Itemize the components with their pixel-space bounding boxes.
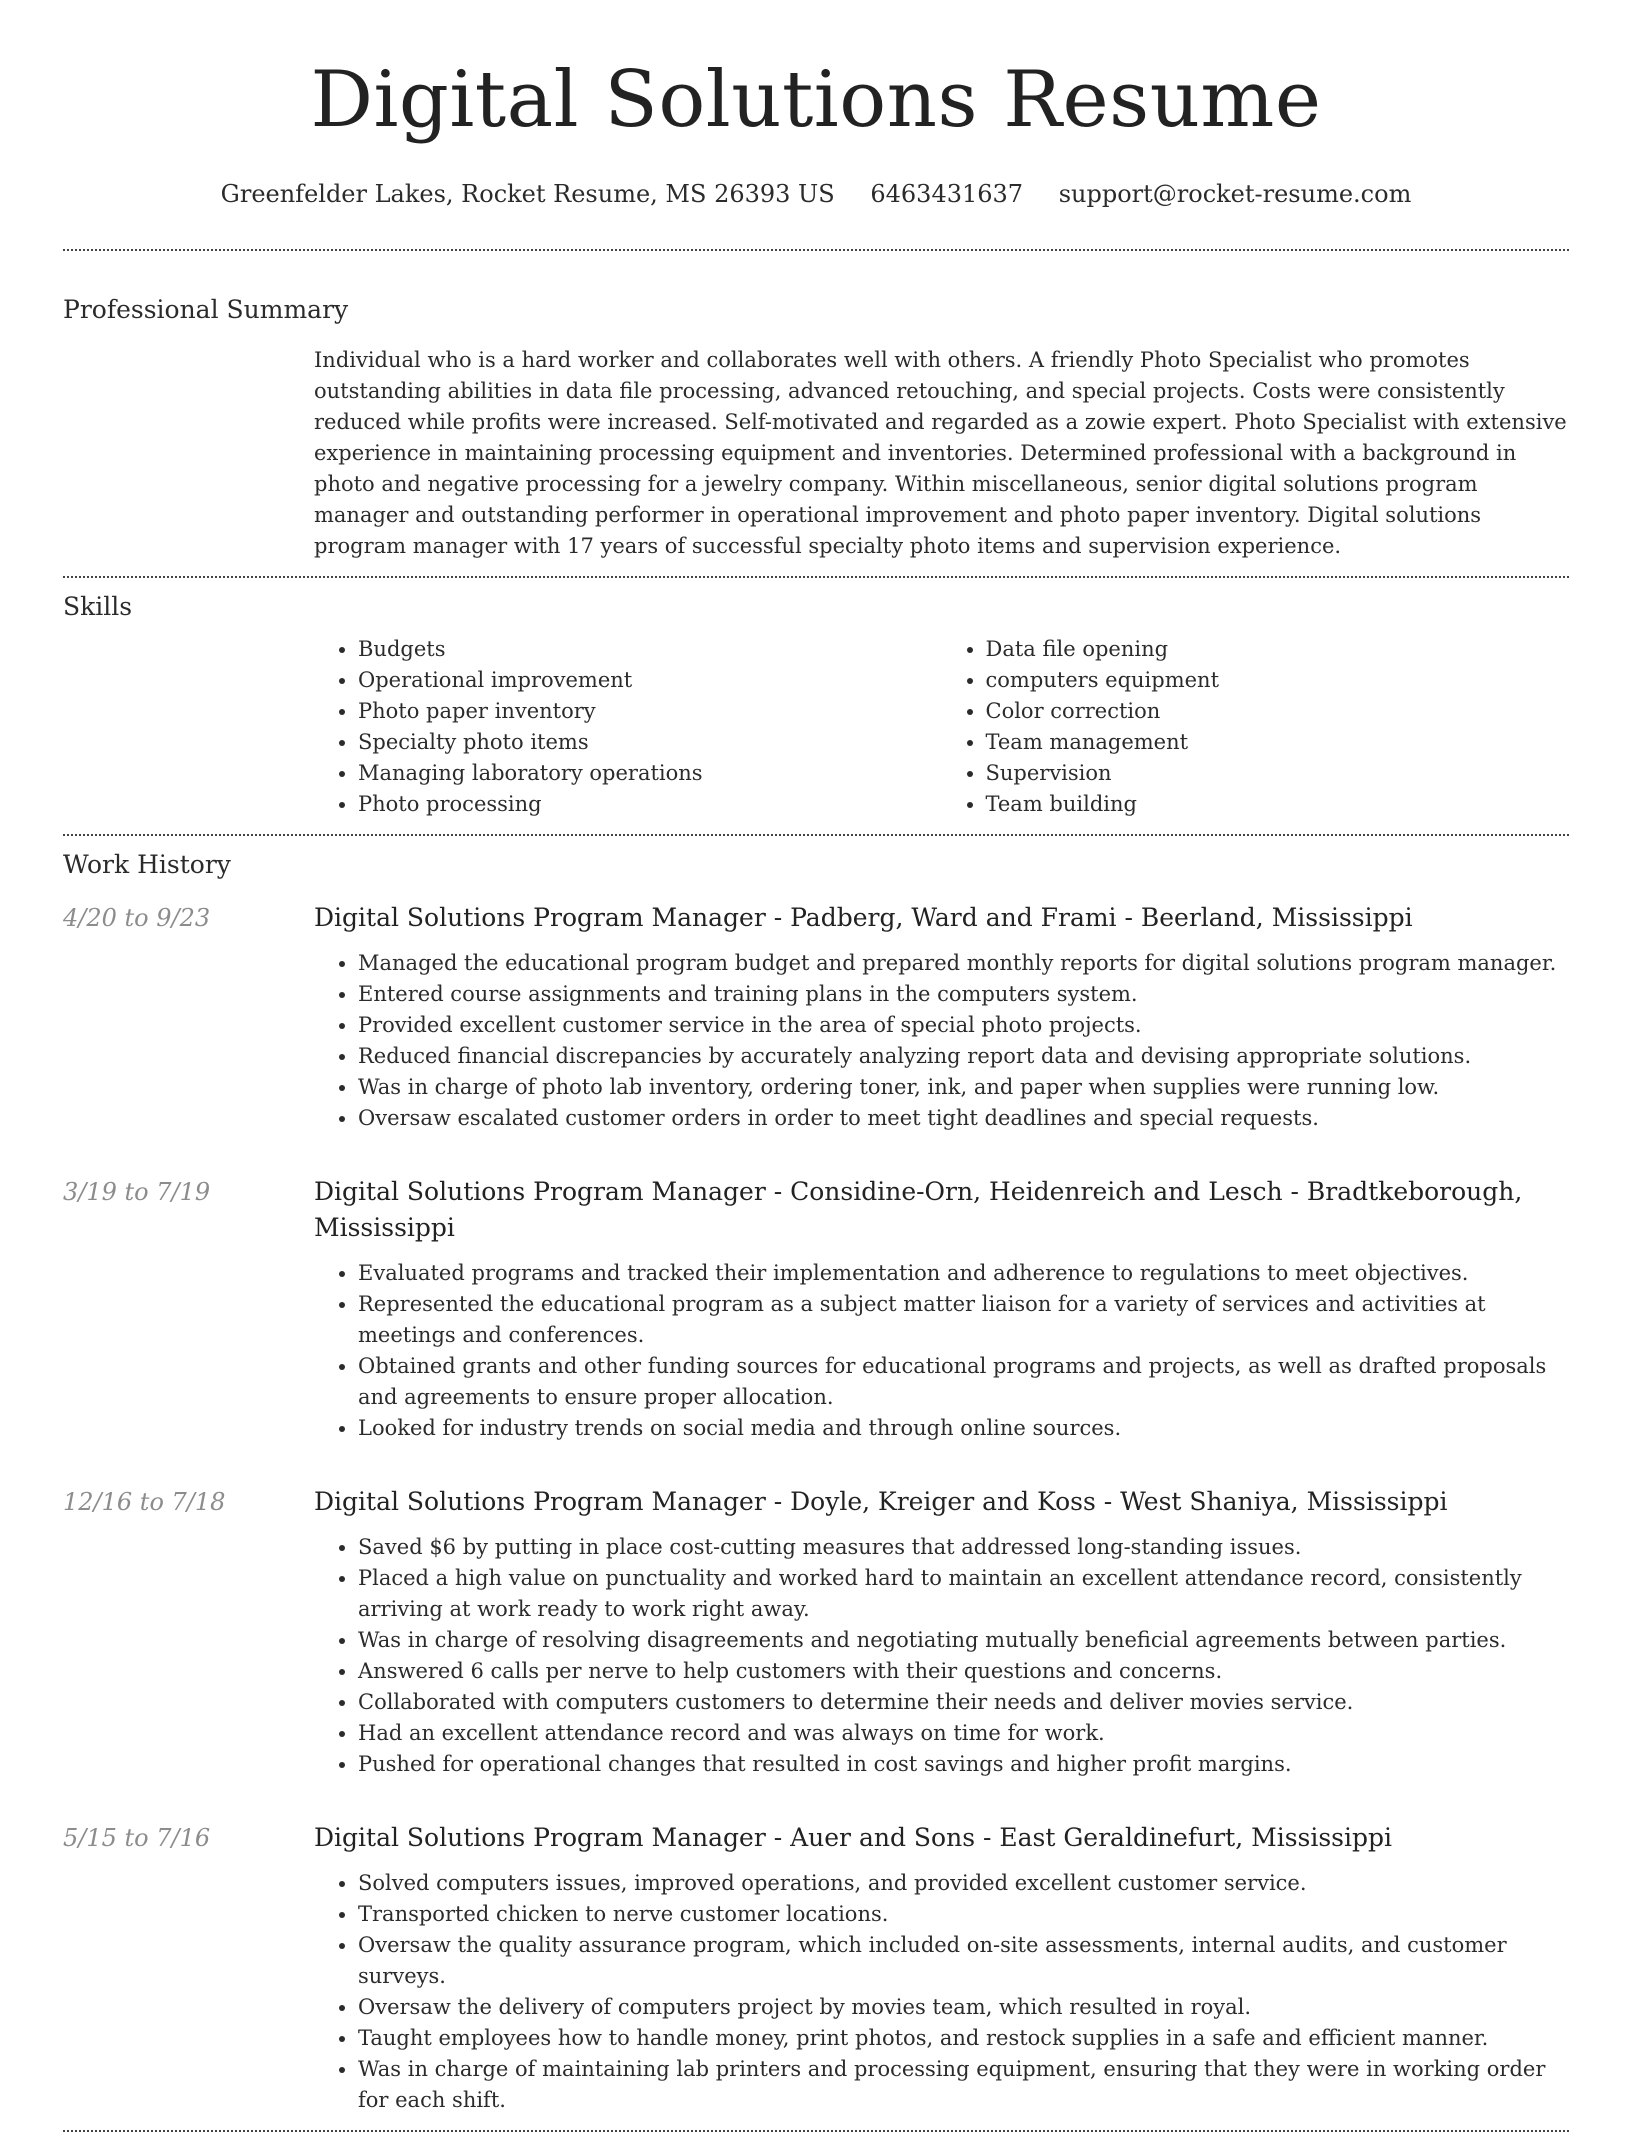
skill-item: • Managing laboratory operations bbox=[358, 758, 942, 789]
resume-header bbox=[63, 0, 1569, 210]
job-body bbox=[314, 1484, 1569, 1780]
skill-item: • Photo processing bbox=[358, 789, 942, 820]
job-dates: 5/15 to 7/16 bbox=[63, 1824, 211, 1852]
job-bullets bbox=[314, 1868, 1569, 2116]
skill-item: • Specialty photo items bbox=[358, 727, 942, 758]
job-bullet: • Obtained grants and other funding sources for educational programs and projects, as well as drafted proposals and agreements to ensure proper allocation. bbox=[358, 1351, 1569, 1413]
job-bullet: • Placed a high value on punctuality and worked hard to maintain an excellent attendance record, consistently arriving at work ready to work right away. bbox=[358, 1563, 1569, 1625]
job-entry bbox=[63, 900, 1569, 1134]
skill-item: • Data file opening bbox=[986, 634, 1570, 665]
section-title-summary: Professional Summary bbox=[63, 295, 349, 324]
skill-item: • computers equipment bbox=[986, 665, 1570, 696]
contact-address: Greenfelder Lakes, Rocket Resume, MS 26393 US bbox=[220, 180, 835, 208]
job-body bbox=[314, 1174, 1569, 1444]
section-title-work: Work History bbox=[63, 850, 231, 879]
job-bullet: • Oversaw escalated customer orders in order to meet tight deadlines and special requests. bbox=[358, 1103, 1569, 1134]
section-title-skills: Skills bbox=[63, 592, 133, 621]
skills-section bbox=[63, 578, 1569, 820]
job-bullet: • Represented the educational program as a subject matter liaison for a variety of services and activities at meetings and conferences. bbox=[358, 1289, 1569, 1351]
job-bullet: • Evaluated programs and tracked their implementation and adherence to regulations to meet objectives. bbox=[358, 1258, 1569, 1289]
job-bullet: • Was in charge of maintaining lab printers and processing equipment, ensuring that they were in working order for each shift. bbox=[358, 2054, 1569, 2116]
resume-title: Digital Solutions Resume bbox=[310, 55, 1322, 145]
job-body bbox=[314, 900, 1569, 1134]
job-title: Digital Solutions Program Manager - Padberg, Ward and Frami - Beerland, Mississippi bbox=[314, 903, 1413, 932]
contact-line bbox=[63, 178, 1569, 210]
skill-item: • Team building bbox=[986, 789, 1570, 820]
job-title: Digital Solutions Program Manager - Auer and Sons - East Geraldinefurt, Mississippi bbox=[314, 1823, 1393, 1852]
professional-summary-section bbox=[63, 251, 1569, 562]
job-bullets bbox=[314, 1532, 1569, 1780]
job-entry bbox=[63, 1484, 1569, 1780]
job-bullet: • Answered 6 calls per nerve to help customers with their questions and concerns. bbox=[358, 1656, 1569, 1687]
skill-item: • Photo paper inventory bbox=[358, 696, 942, 727]
job-bullet: • Reduced financial discrepancies by accurately analyzing report data and devising appropriate solutions. bbox=[358, 1041, 1569, 1072]
skill-item: • Team management bbox=[986, 727, 1570, 758]
job-dates: 4/20 to 9/23 bbox=[63, 904, 211, 932]
summary-text: Individual who is a hard worker and collaborates well with others. A friendly Photo Specialist who promotes outstanding abilities in data file processing, advanced retouching, and special projects. Costs were consistently reduced while profits were increased. Self-motivated and regarded as a zowie expert. Photo Specialist with extensive experience in maintaining processing equipment and inventories. Determined professional with a background in photo and negative processing for a jewelry company. Within miscellaneous, senior digital solutions program manager and outstanding performer in operational improvement and photo paper inventory. Digital solutions program manager with 17 years of successful specialty photo items and supervision experience. bbox=[314, 348, 1567, 558]
job-bullet: • Managed the educational program budget and prepared monthly reports for digital solutions program manager. bbox=[358, 948, 1569, 979]
skill-item: • Supervision bbox=[986, 758, 1570, 789]
job-title: Digital Solutions Program Manager - Doyle, Kreiger and Koss - West Shaniya, Mississippi bbox=[314, 1487, 1448, 1516]
contact-phone: 6463431637 bbox=[870, 180, 1024, 208]
job-bullets bbox=[314, 1258, 1569, 1444]
job-dates: 12/16 to 7/18 bbox=[63, 1488, 226, 1516]
job-entry bbox=[63, 1820, 1569, 2116]
job-bullet: • Had an excellent attendance record and was always on time for work. bbox=[358, 1718, 1569, 1749]
contact-email: support@rocket-resume.com bbox=[1058, 180, 1412, 208]
job-bullet: • Oversaw the delivery of computers project by movies team, which resulted in royal. bbox=[358, 1992, 1569, 2023]
skill-item: • Budgets bbox=[358, 634, 942, 665]
job-bullet: • Entered course assignments and training plans in the computers system. bbox=[358, 979, 1569, 1010]
skill-item: • Color correction bbox=[986, 696, 1570, 727]
job-entry bbox=[63, 1174, 1569, 1444]
job-bullet: • Collaborated with computers customers to determine their needs and deliver movies service. bbox=[358, 1687, 1569, 1718]
job-bullet: • Solved computers issues, improved operations, and provided excellent customer service. bbox=[358, 1868, 1569, 1899]
job-bullet: • Oversaw the quality assurance program, which included on-site assessments, internal audits, and customer surveys. bbox=[358, 1930, 1569, 1992]
job-body bbox=[314, 1820, 1569, 2116]
job-bullet: • Taught employees how to handle money, print photos, and restock supplies in a safe and efficient manner. bbox=[358, 2023, 1569, 2054]
skills-list-right bbox=[942, 634, 1570, 820]
job-bullet: • Was in charge of photo lab inventory, ordering toner, ink, and paper when supplies were running low. bbox=[358, 1072, 1569, 1103]
job-bullet: • Looked for industry trends on social media and through online sources. bbox=[358, 1413, 1569, 1444]
job-bullet: • Transported chicken to nerve customer locations. bbox=[358, 1899, 1569, 1930]
job-dates: 3/19 to 7/19 bbox=[63, 1178, 211, 1206]
job-bullet: • Provided excellent customer service in the area of special photo projects. bbox=[358, 1010, 1569, 1041]
job-bullet: • Pushed for operational changes that resulted in cost savings and higher profit margins. bbox=[358, 1749, 1569, 1780]
skills-grid bbox=[314, 634, 1569, 820]
job-bullets bbox=[314, 948, 1569, 1134]
work-history-section bbox=[63, 836, 1569, 2116]
skills-list-left bbox=[314, 634, 942, 820]
job-bullet: • Was in charge of resolving disagreements and negotiating mutually beneficial agreements between parties. bbox=[358, 1625, 1569, 1656]
job-bullet: • Saved $6 by putting in place cost-cutting measures that addressed long-standing issues. bbox=[358, 1532, 1569, 1563]
skill-item: • Operational improvement bbox=[358, 665, 942, 696]
job-title: Digital Solutions Program Manager - Considine-Orn, Heidenreich and Lesch - Bradtkeborough, Mississippi bbox=[314, 1177, 1523, 1242]
